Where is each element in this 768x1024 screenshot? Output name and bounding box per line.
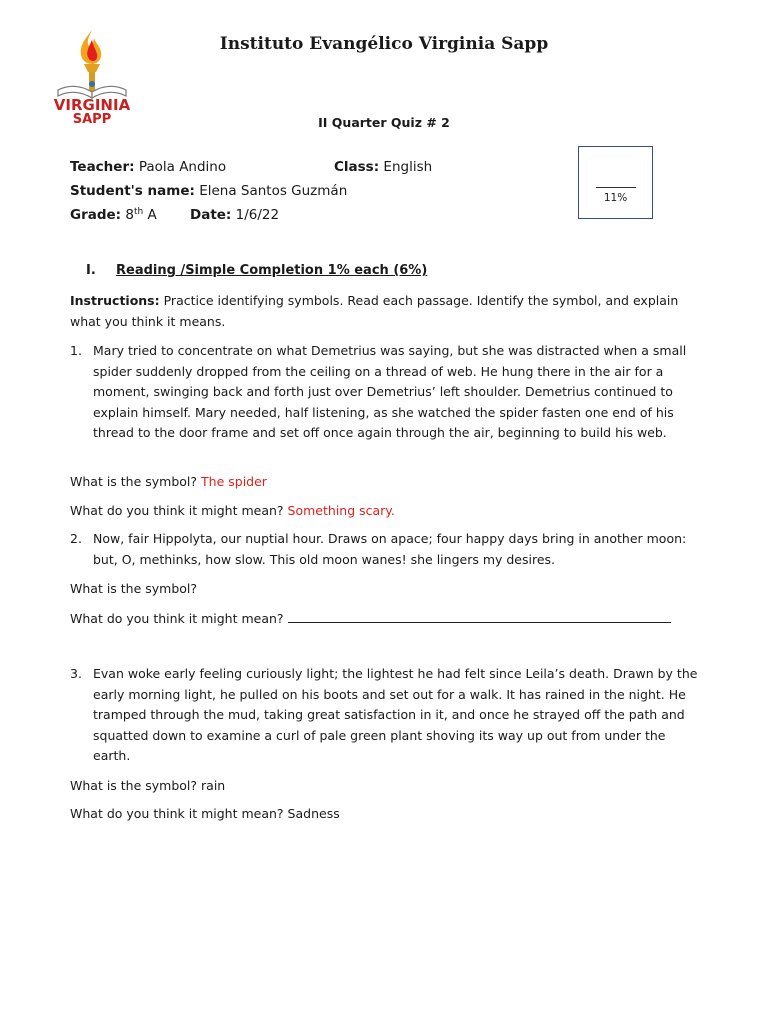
question-3-meaning-answer: Sadness [287, 806, 340, 821]
grade-row [70, 207, 157, 223]
question-1-symbol-prompt: What is the symbol? [70, 474, 198, 489]
question-2-symbol-prompt: What is the symbol? [70, 581, 198, 596]
score-value: 11% [603, 192, 628, 204]
teacher-label: Teacher: [70, 159, 135, 175]
question-1-meaning [70, 503, 395, 518]
class-label: Class: [334, 159, 380, 175]
score-box [578, 146, 653, 219]
question-3-symbol-prompt: What is the symbol? [70, 778, 198, 793]
teacher-value: Paola Andino [138, 159, 227, 175]
teacher-row [70, 159, 226, 175]
quiz-title: II Quarter Quiz # 2 [318, 115, 450, 130]
question-2-number: 2. [70, 531, 82, 546]
question-2-passage: Now, fair Hippolyta, our nuptial hour. Draws on apace; four happy days bring in another moon: but, O, methinks, how slow. This old moon wanes! she lingers my desires. [93, 531, 687, 567]
date-row [190, 207, 279, 223]
grade-value-sup: th [133, 207, 144, 217]
question-1-symbol [70, 474, 267, 489]
grade-label: Grade: [70, 207, 122, 223]
logo-text-sapp: SAPP [72, 112, 112, 126]
question-1-meaning-prompt: What do you think it might mean? [70, 503, 284, 518]
score-line [596, 187, 636, 188]
question-1-symbol-answer: The spider [201, 474, 267, 489]
student-label: Student's name: [70, 183, 195, 199]
question-2-answer-blank [288, 610, 671, 623]
question-1-number: 1. [70, 343, 82, 358]
logo-text-virginia: VIRGINIA [53, 96, 131, 114]
student-value: Elena Santos Guzmán [199, 183, 348, 199]
question-2-meaning-prompt: What do you think it might mean? [70, 611, 284, 626]
instructions-text: Practice identifying symbols. Read each passage. Identify the symbol, and explain what you think it means. [70, 293, 679, 329]
question-3-symbol [70, 778, 225, 793]
question-1-meaning-answer: Something scary. [287, 503, 395, 518]
question-2-symbol [70, 581, 197, 596]
section-title: Reading /Simple Completion 1% each (6%) [116, 263, 428, 278]
school-title: Instituto Evangélico Virginia Sapp [219, 34, 549, 54]
student-row [70, 183, 347, 199]
question-1-passage: Mary tried to concentrate on what Demetrius was saying, but she was distracted when a small spider suddenly dropped from the ceiling on a thread of web. He hung there in the air for a moment, swinging back and forth just over Demetrius’ left shoulder. Demetrius continued to explain himself. Mary needed, half listening, as she watched the spider fasten one end of his thread to the door frame and set off once again through the air, beginning to build his web. [93, 343, 687, 440]
instructions-label: Instructions: [70, 293, 160, 308]
question-2-meaning [70, 610, 671, 626]
date-value: 1/6/22 [235, 207, 280, 223]
question-3-meaning-prompt: What do you think it might mean? [70, 806, 284, 821]
instructions [70, 291, 710, 332]
class-row [334, 159, 432, 175]
section-number: I. [86, 263, 96, 278]
class-value: English [383, 159, 433, 175]
grade-value-num: 8 [125, 207, 134, 223]
question-3-passage: Evan woke early feeling curiously light; the lightest he had felt since Leila’s death. Drawn by the early morning light, he pulled on his boots and set out for a walk. It has rained in the night. He tramped through the mud, taking great satisfaction in it, and once he strayed off the path and squatted down to examine a curl of pale green plant shoving its way up out from under the earth. [93, 666, 698, 763]
question-3-symbol-answer: rain [201, 778, 226, 793]
section-heading [86, 263, 427, 278]
grade-value-group: A [147, 207, 157, 223]
question-3-number: 3. [70, 666, 82, 681]
question-3-meaning [70, 806, 340, 821]
date-label: Date: [190, 207, 232, 223]
